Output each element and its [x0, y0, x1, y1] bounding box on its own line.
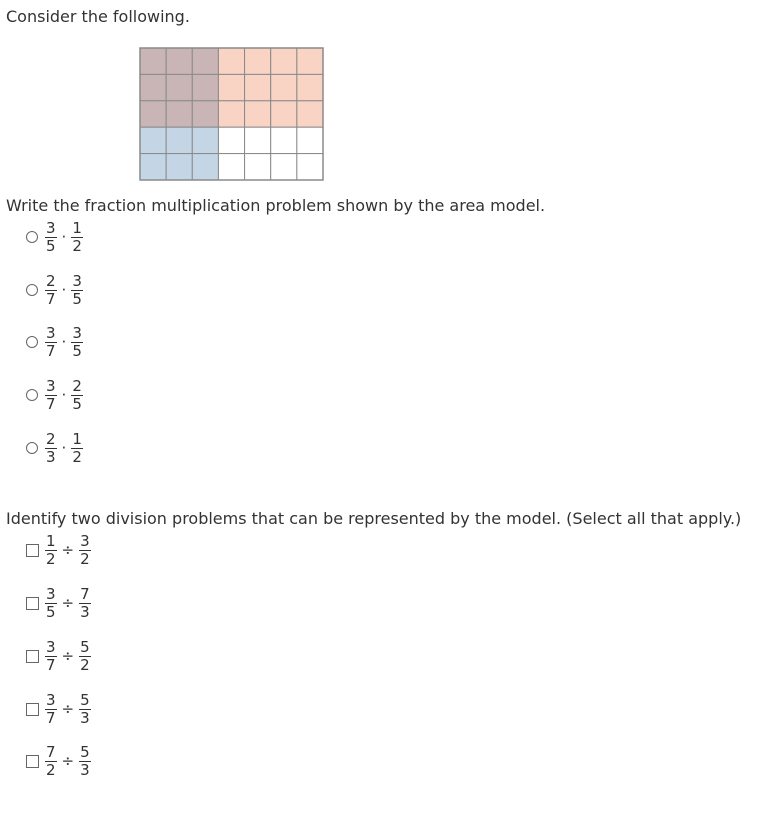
numerator: 2: [72, 376, 82, 395]
operator: ·: [61, 281, 67, 299]
numerator: 1: [72, 429, 82, 448]
fraction-b: [79, 744, 91, 779]
numerator: 5: [80, 742, 90, 761]
denominator: 7: [46, 341, 56, 360]
denominator: 5: [72, 394, 82, 413]
numerator: 3: [46, 690, 56, 709]
option-division-4[interactable]: [26, 687, 91, 731]
grid-cell: [271, 101, 297, 127]
grid-cell: [271, 127, 297, 153]
operator: ·: [61, 228, 67, 246]
fraction-b: [71, 378, 83, 413]
denominator: 7: [46, 394, 56, 413]
radio-button[interactable]: [26, 389, 38, 401]
grid-cell: [166, 101, 192, 127]
question1-text: Write the fraction multiplication problem shown by the area model.: [6, 196, 546, 215]
operator: ÷: [61, 700, 75, 718]
denominator: 7: [46, 708, 56, 727]
grid-cell: [271, 48, 297, 74]
option-multiplication-3[interactable]: [26, 320, 83, 364]
checkbox[interactable]: [26, 597, 39, 610]
grid-cell: [245, 154, 271, 180]
numerator: 3: [46, 323, 56, 342]
option-multiplication-1[interactable]: [26, 215, 83, 259]
denominator: 3: [80, 708, 90, 727]
fraction-a: [45, 325, 57, 360]
fraction-a: [45, 639, 57, 674]
operator: ÷: [61, 594, 75, 612]
denominator: 2: [80, 549, 90, 568]
fraction-a: [45, 533, 57, 568]
fraction-b: [79, 586, 91, 621]
denominator: 7: [46, 655, 56, 674]
fraction-b: [71, 325, 83, 360]
grid-cell: [192, 127, 218, 153]
operator: ·: [61, 333, 67, 351]
grid-cell: [218, 74, 244, 100]
grid-cell: [166, 74, 192, 100]
denominator: 2: [72, 447, 82, 466]
grid-cell: [245, 74, 271, 100]
numerator: 3: [72, 271, 82, 290]
grid-cell: [245, 101, 271, 127]
fraction-b: [71, 273, 83, 308]
numerator: 5: [80, 637, 90, 656]
numerator: 1: [46, 531, 56, 550]
checkbox[interactable]: [26, 755, 39, 768]
numerator: 2: [46, 271, 56, 290]
radio-button[interactable]: [26, 284, 38, 296]
fraction-b: [79, 639, 91, 674]
numerator: 7: [46, 742, 56, 761]
grid-cell: [245, 127, 271, 153]
denominator: 5: [72, 289, 82, 308]
fraction-a: [45, 273, 57, 308]
numerator: 3: [46, 218, 56, 237]
denominator: 7: [46, 289, 56, 308]
denominator: 5: [46, 236, 56, 255]
option-multiplication-2[interactable]: [26, 268, 83, 312]
grid-cell: [271, 154, 297, 180]
denominator: 3: [80, 760, 90, 779]
grid-cell: [218, 101, 244, 127]
grid-cell: [192, 48, 218, 74]
grid-cell: [166, 154, 192, 180]
fraction-b: [79, 692, 91, 727]
grid-cell: [140, 48, 166, 74]
denominator: 3: [80, 602, 90, 621]
denominator: 2: [72, 236, 82, 255]
fraction-a: [45, 744, 57, 779]
prompt-text: Consider the following.: [6, 7, 190, 26]
grid-cell: [297, 48, 323, 74]
numerator: 3: [46, 637, 56, 656]
question2-text: Identify two division problems that can be represented by the model. (Select all that apply.): [6, 509, 742, 528]
grid-cell: [271, 74, 297, 100]
fraction-a: [45, 692, 57, 727]
grid-cell: [245, 48, 271, 74]
operator: ÷: [61, 541, 75, 559]
numerator: 3: [46, 376, 56, 395]
grid-cell: [297, 154, 323, 180]
grid-cell: [218, 48, 244, 74]
denominator: 5: [72, 341, 82, 360]
grid-cell: [192, 101, 218, 127]
denominator: 2: [46, 549, 56, 568]
option-division-1[interactable]: [26, 528, 91, 572]
checkbox[interactable]: [26, 650, 39, 663]
option-division-3[interactable]: [26, 634, 91, 678]
denominator: 2: [80, 655, 90, 674]
radio-button[interactable]: [26, 231, 38, 243]
numerator: 5: [80, 690, 90, 709]
fraction-a: [45, 586, 57, 621]
option-division-2[interactable]: [26, 581, 91, 625]
numerator: 2: [46, 429, 56, 448]
checkbox[interactable]: [26, 703, 39, 716]
grid-cell: [192, 154, 218, 180]
grid-cell: [192, 74, 218, 100]
option-multiplication-5[interactable]: [26, 426, 83, 470]
operator: ÷: [61, 647, 75, 665]
grid-cell: [218, 127, 244, 153]
numerator: 7: [80, 584, 90, 603]
grid-cell: [297, 101, 323, 127]
fraction-b: [79, 533, 91, 568]
grid-cell: [140, 127, 166, 153]
checkbox[interactable]: [26, 544, 39, 557]
operator: ÷: [61, 752, 75, 770]
numerator: 3: [80, 531, 90, 550]
denominator: 5: [46, 602, 56, 621]
grid-cell: [140, 101, 166, 127]
denominator: 2: [46, 760, 56, 779]
grid-cell: [297, 74, 323, 100]
fraction-a: [45, 220, 57, 255]
grid-cell: [218, 154, 244, 180]
option-division-5[interactable]: [26, 739, 91, 783]
operator: ·: [61, 439, 67, 457]
fraction-b: [71, 431, 83, 466]
fraction-b: [71, 220, 83, 255]
operator: ·: [61, 386, 67, 404]
numerator: 1: [72, 218, 82, 237]
grid-cell: [140, 74, 166, 100]
grid-cell: [297, 127, 323, 153]
area-model: [139, 47, 324, 181]
grid-cell: [140, 154, 166, 180]
grid-cell: [166, 48, 192, 74]
option-multiplication-4[interactable]: [26, 373, 83, 417]
denominator: 3: [46, 447, 56, 466]
numerator: 3: [72, 323, 82, 342]
radio-button[interactable]: [26, 442, 38, 454]
radio-button[interactable]: [26, 336, 38, 348]
grid-cell: [166, 127, 192, 153]
numerator: 3: [46, 584, 56, 603]
fraction-a: [45, 378, 57, 413]
fraction-a: [45, 431, 57, 466]
